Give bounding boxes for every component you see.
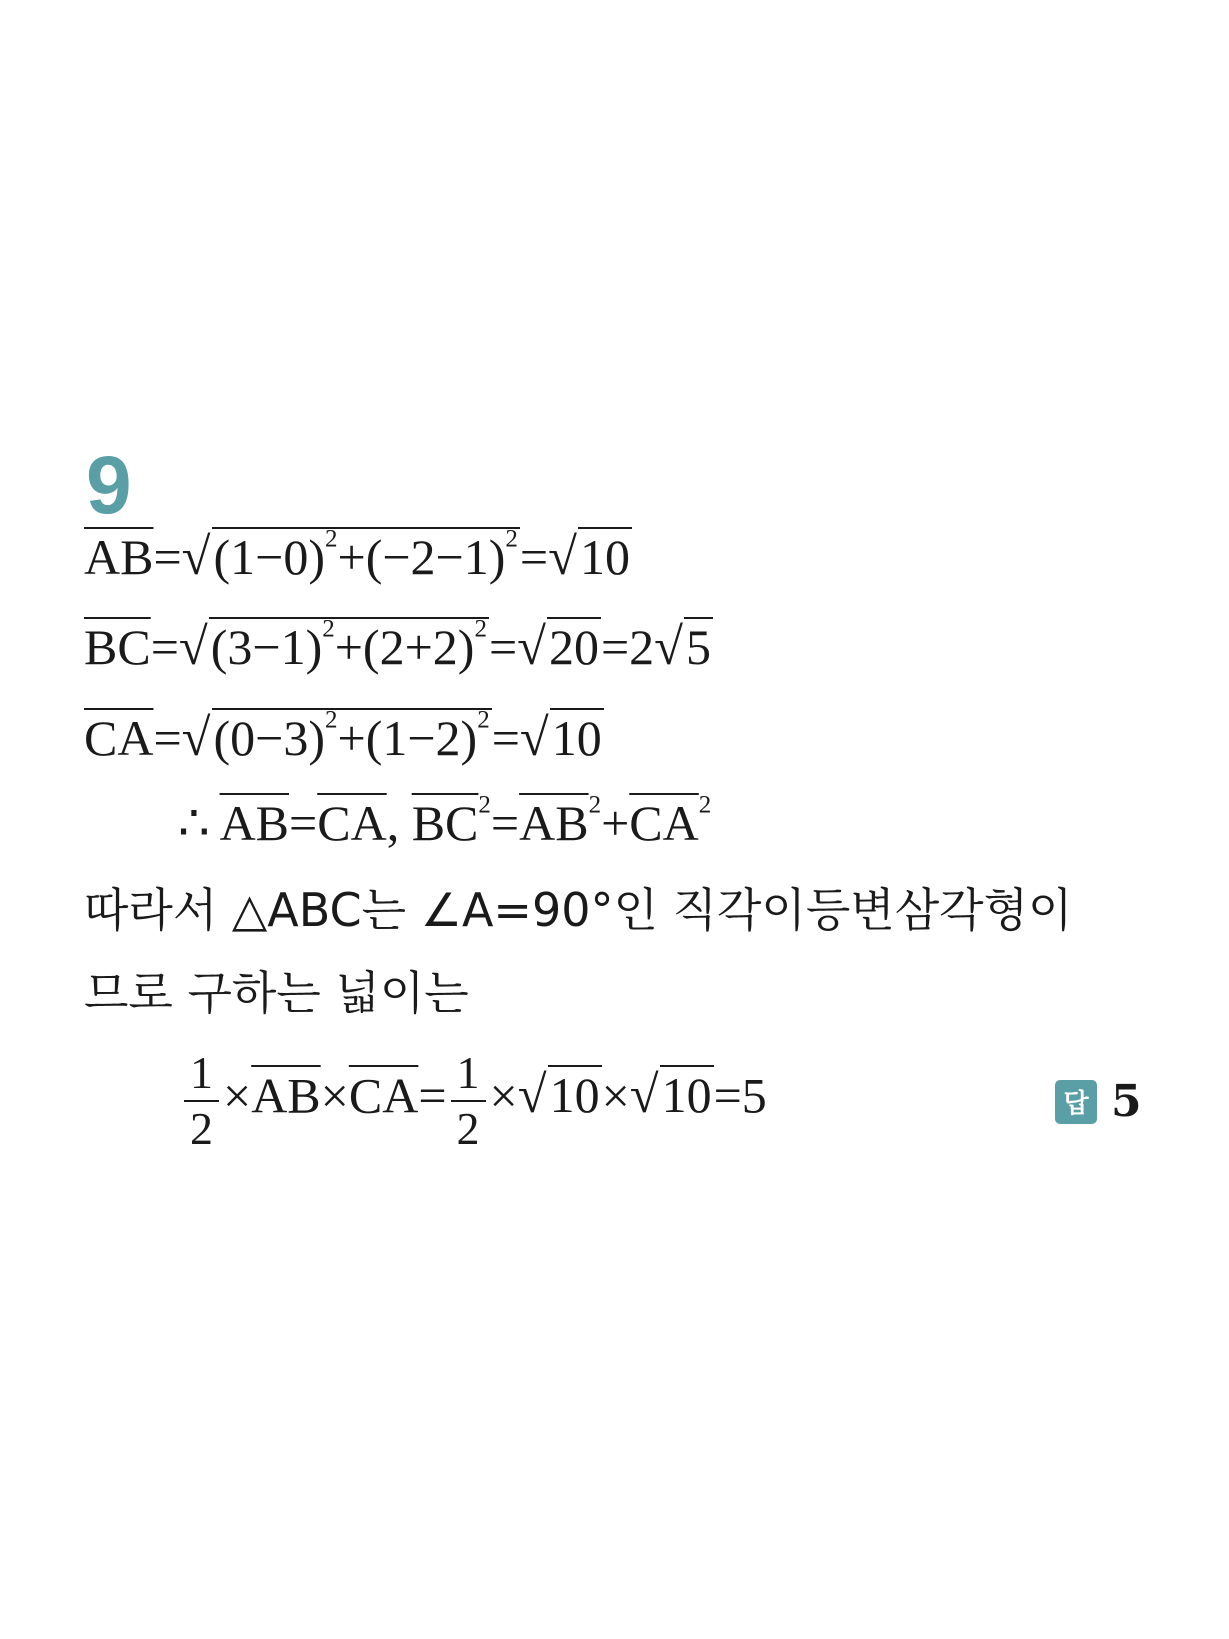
fraction-half: $\frac{1}{2}$ xyxy=(184,1050,219,1152)
equation-ab: $\overline{AB}=$ √ $(1-0)^2+(-2-1)^2$ = √ 10 xyxy=(84,525,630,586)
equation-area: $\frac{1}{2}$ $\times\overline{AB}\times\overline{CA}=$ $\frac{1}{2}$ × √ 10 × √ 10 =5 xyxy=(180,1050,767,1152)
equation-therefore: ∴ $\overline{AB}=\overline{CA}$, $\overline{BC}^2=\overline{AB}^2+\overline{CA}^2$ xyxy=(178,791,712,851)
conclusion-line-1: 따라서 △ABC는 ∠A=90°인 직각이등변삼각형이 xyxy=(84,883,1073,937)
fraction-half: $\frac{1}{2}$ xyxy=(451,1050,486,1152)
answer-value: 5 xyxy=(1111,1076,1142,1127)
answer-badge: 답 xyxy=(1055,1080,1097,1124)
equation-ca: $\overline{CA}=$ √ $(0-3)^2+(1-2)^2$ = √ 10 xyxy=(84,706,602,767)
conclusion-line-2: 므로 구하는 넓이는 xyxy=(84,966,469,1020)
problem-number: 9 xyxy=(86,440,132,531)
equation-bc: $\overline{BC}=$ √ $(3-1)^2+(2+2)^2$ = √ 20 =2 √ 5 xyxy=(84,615,711,676)
answer-box xyxy=(1055,1076,1142,1127)
